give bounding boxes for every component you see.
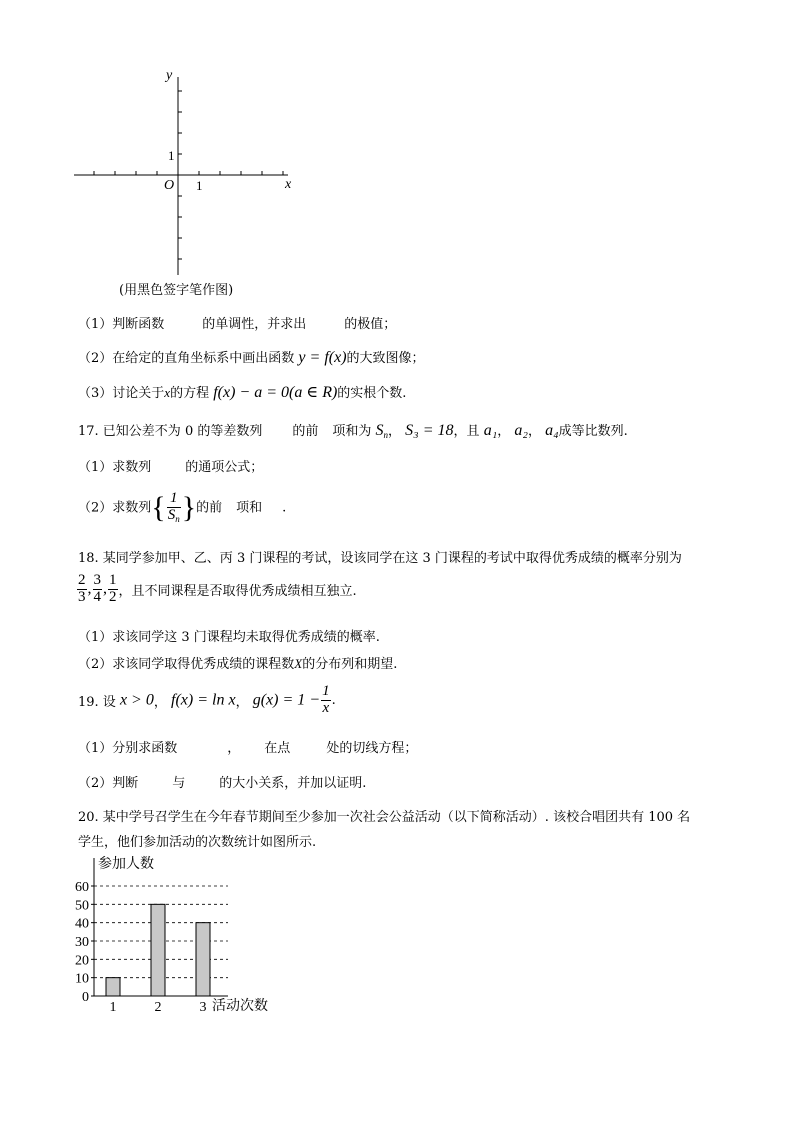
q19-stem-end: . [331,692,336,708]
x-axis-label: x [285,177,292,192]
q17-stem-f: 成等比数列. [558,424,628,439]
chart-bars [106,904,210,996]
q19-part2 [78,772,366,791]
q16-part3-b: 的方程 [170,386,210,401]
q18-part2-b: 的分布列和期望. [302,657,398,672]
q17-part1 [78,456,263,475]
q19-cond: x > 0 [119,691,154,709]
q16-part1-a: （1）判断函数 [78,317,165,332]
chart-bar [196,923,210,996]
chart-y-axis-title: 参加人数 [98,857,154,872]
chart-x-axis-title: 活动次数 [212,999,268,1014]
origin-label: O [164,178,175,193]
q18-stem: 18. 某同学参加甲、乙、丙 3 门课程的考试，设该同学在这 3 门课程的考试中取得优秀成绩的概率分别为 [78,551,682,566]
q16-part1-c: 的极值； [344,317,397,332]
q16-part3-c: 的实根个数. [337,386,407,401]
activity-count-bar-chart [60,848,300,1023]
q16-part3-math: f(x) − a = 0(a ∈ R) [213,384,338,401]
q18-frac-1: $\frac{2}{3}$ [78,572,86,605]
chart-y-tick-label: 30 [75,935,89,950]
chart-y-tick-label: 0 [82,990,89,1005]
q19-stem: 19. 设 x > 0， f(x) = ln x， g(x) = 1 − $\frac{1}{x}$ . [78,683,336,716]
chart-bar [151,904,165,996]
chart-x-tick-labels [110,1000,207,1015]
q17-part2-b: 的前 [196,500,223,516]
q17-stem-b: 的前 [292,424,319,439]
chart-bar [106,978,120,996]
q19-part1-d: 处的切线方程； [326,741,418,756]
chart-y-tick-label: 20 [75,953,89,969]
q16-part2 [78,347,425,367]
q16-part3-x: x [164,385,171,400]
q17-a2: a₂ [514,422,528,439]
q16-part1-b: 的单调性，并求出 [202,317,307,332]
q17-part2-c: 项和 [236,500,263,516]
q18-part2-a: （2）求该同学取得优秀成绩的课程数 [78,657,295,672]
chart-y-tick-label: 50 [75,898,89,914]
q18-part2 [78,653,397,672]
chart-y-tick-label: 40 [75,916,89,932]
q17-a4: a₄ [545,422,559,439]
q16-part2-b: 的大致图像； [346,351,425,366]
q19-f: f(x) = ln x [171,691,236,709]
q18-frac-2: $\frac{3}{4}$ [93,572,101,605]
chart-y-tick-labels [75,880,89,1005]
q18-stem-tail: ，且不同课程是否取得优秀成绩相互独立. [118,583,357,599]
q16-part2-a: （2）在给定的直角坐标系中画出函数 [78,351,295,366]
q19-stem-a: 19. 设 [78,694,116,710]
q18-part1: （1）求该同学这 3 门课程均未取得优秀成绩的概率. [78,630,380,645]
q19-part1-a: （1）分别求函数 [78,741,178,756]
y-axis-label: y [166,68,173,83]
q19-part1-b: ， [227,741,241,756]
chart-x-tick-label: 2 [154,1000,162,1015]
q16-part3 [78,382,406,402]
q19-part2-b: 与 [172,776,186,791]
q17-sn: $S_n$ [375,422,389,440]
q17-part2: （2）求数列{ $\frac{1}{S_n}$ }的前 项和 . [78,490,287,525]
chart-y-tick-label: 10 [75,971,89,987]
q18-part2-x: X [294,656,303,671]
q19-part2-a: （2）判断 [78,776,139,791]
figure-caption: (用黑色签字笔作图) [119,283,234,298]
q17-stem: 17. 已知公差不为 0 的等差数列 的前 项和为 $S_n$， S₃ = 18，且 a₁， a₂， a₄成等比数列. [78,422,628,440]
q17-part2-frac: $\frac{1}{S_n}$ [167,490,180,525]
q19-part1-c: 在点 [264,741,291,756]
q17-part1-b: 的通项公式； [185,460,264,475]
q20-line2: 学生，他们参加活动的次数统计如图所示. [78,835,317,850]
q20-line1: 20. 某中学号召学生在今年春节期间至少参加一次社会公益活动（以下简称活动）. 该校合唱团共有 100 名 [78,810,691,825]
q16-part3-a: （3）讨论关于 [78,386,165,401]
q17-stem-a: 17. 已知公差不为 0 的等差数列 [78,424,263,439]
chart-x-tick-label: 1 [109,1000,117,1015]
q17-part2-d: . [282,500,287,516]
q17-stem-c: 项和为 [332,424,372,439]
q19-part1 [78,737,417,756]
q16-part2-math: y = f(x) [298,349,347,366]
q17-a1: a₁ [483,422,498,439]
q17-stem-e: ，且 [453,424,480,439]
chart-x-tick-label: 3 [199,1000,207,1015]
q19-part2-c: 的大小关系，并加以证明. [219,776,367,791]
q19-g-frac: $\frac{1}{x}$ [322,683,330,716]
q18-fracs-line: $\frac{2}{3}$ , $\frac{3}{4}$ , $\frac{1}{2}$ ，且不同课程是否取得优秀成绩相互独立. [78,572,357,605]
q17-comma: ， [388,424,402,439]
q16-part1 [78,313,396,332]
chart-y-tick-label: 60 [75,880,89,895]
q17-s3: S₃ = 18 [405,422,454,439]
q17-part1-a: （1）求数列 [78,460,152,475]
x-axis-ticks [94,171,283,175]
x-tick-one-label: 1 [196,178,203,193]
q19-g: g(x) = 1 − [252,691,321,709]
coordinate-axes-figure [0,55,320,285]
q17-part2-a: （2）求数列 [78,500,152,516]
y-tick-one-label: 1 [168,148,175,163]
q18-frac-3: $\frac{1}{2}$ [109,572,117,605]
